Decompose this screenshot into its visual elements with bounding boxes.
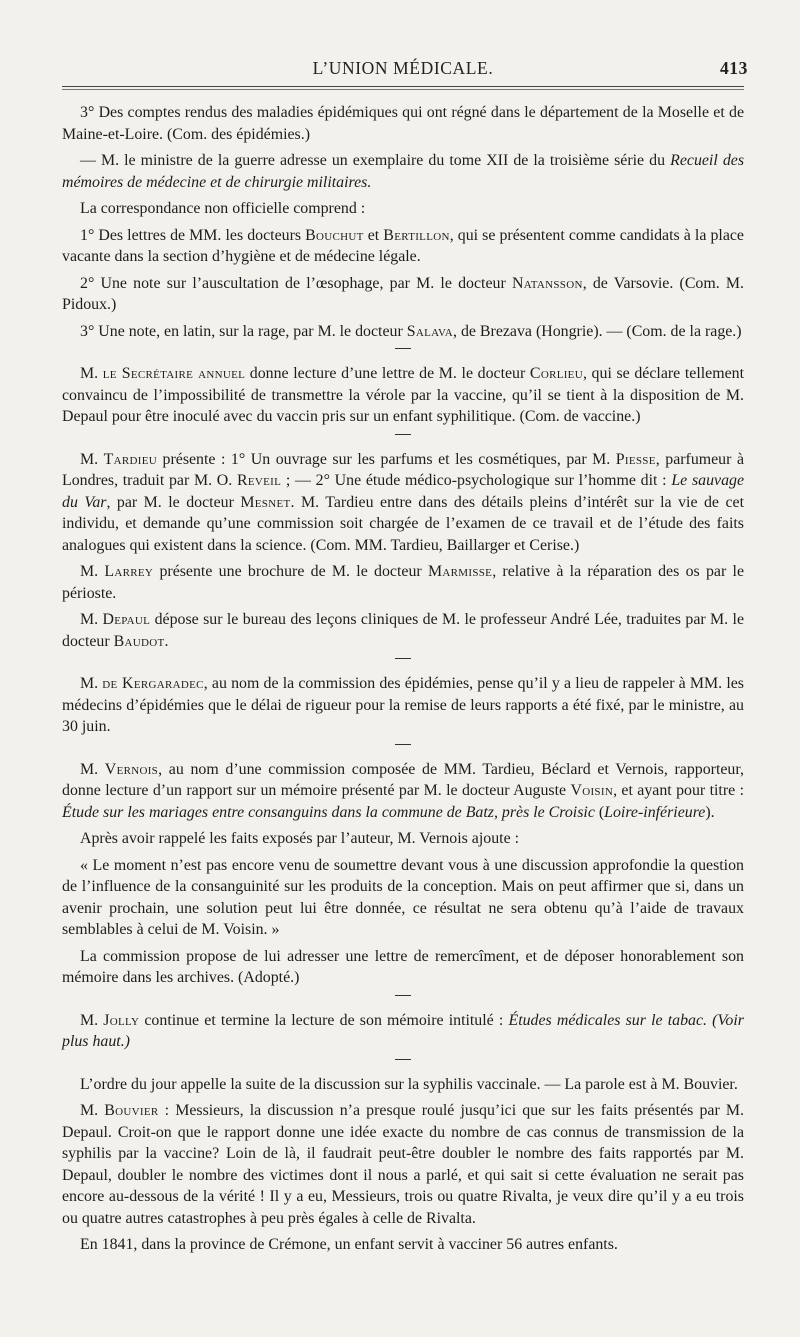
paragraph: M. Vernois, au nom d’une commission composée de MM. Tardieu, Béclard et Vernois, rapporteur, donne lecture d’un rapport sur un mémoire présenté par M. le docteur Auguste Voisin, et ayant pour titre : Étude sur les mariages entre consanguins dans la commune de Batz, près le Croisic (Loire-inférieure).	[62, 760, 744, 821]
section-separator	[395, 434, 411, 435]
section-separator	[395, 1059, 411, 1060]
person-name: Larrey	[104, 563, 154, 580]
section-separator	[395, 744, 411, 745]
person-name: Tardieu	[103, 450, 157, 468]
paragraph: M. Bouvier : Messieurs, la discussion n’a presque roulé jusqu’ici que sur les faits présentés par M. Depaul. Croit-on que le rapport donne une idée exacte du nombre de cas connus de transmission de la syphilis par la vaccine? Loin de là, il faudrait peut-être doubler le nombre des faits rapportés par M. Depaul, doubler le nombre des victimes dont il nous a parlé, et qui sait si cette évaluation ne serait pas encore au-dessous de la vérité ! Il y a eu, Messieurs, trois ou quatre Rivalta, je veux dire qu’il y a eu trois ou quatre autres catastrophes à peu près égales à celle de Rivalta.	[62, 1102, 744, 1227]
paragraph: 3° Des comptes rendus des maladies épidémiques qui ont régné dans le département de la Moselle et de Maine-et-Loire. (Com. des épidémies.)	[62, 104, 744, 143]
person-name: Voisin	[570, 782, 614, 799]
person-name: Reveil	[236, 472, 282, 489]
header-rule	[62, 86, 744, 90]
paragraph: 2° Une note sur l’auscultation de l’œsophage, par M. le docteur Natansson, de Varsovie. (Com. M. Pidoux.)	[62, 274, 744, 313]
person-name: Bertillon	[383, 226, 450, 244]
section-separator	[395, 995, 411, 996]
person-name: Salava	[406, 322, 454, 340]
page-number: 413	[719, 58, 748, 78]
paragraph: L’ordre du jour appelle la suite de la discussion sur la syphilis vaccinale. — La parole est à M. Bouvier.	[80, 1075, 738, 1093]
person-name: Marmisse	[427, 563, 493, 580]
section-separator	[395, 348, 411, 349]
paragraph: La correspondance non officielle comprend :	[80, 200, 366, 217]
person-name: Vernois	[104, 760, 159, 778]
paragraph: M. le Secrétaire annuel donne lecture d’une lettre de M. le docteur Corlieu, qui se déclare tellement convaincu de l’impossibilité de transmettre la vérole par la vaccine, qu’il se tient à la disposition de M. Depaul pour être inoculé avec du vaccin pris sur un enfant syphilitique. (Com. de vaccine.)	[62, 365, 744, 425]
paragraph: En 1841, dans la province de Crémone, un enfant servit à vacciner 56 autres enfants.	[80, 1236, 618, 1253]
paragraph: M. Tardieu présente : 1° Un ouvrage sur les parfums et les cosmétiques, par M. Piesse, parfumeur à Londres, traduit par M. O. Reveil ; — 2° Une étude médico-psychologique sur l’homme dit : Le sauvage du Var, par M. le docteur Mesnet. M. Tardieu entre dans des détails pleins d’intérêt sur la vie de cet individu, et demande qu’une commission soit chargée de l’examen de ce travail et de l’étude des faits analogues qui existent dans la science. (Com. MM. Tardieu, Baillarger et Cerise.)	[62, 450, 745, 554]
section-separator	[395, 658, 411, 659]
paragraph: M. Larrey présente une brochure de M. le docteur Marmisse, relative à la réparation des os par le périoste.	[62, 563, 745, 602]
person-name: Bouvier	[104, 1102, 159, 1119]
person-name: Depaul	[102, 611, 151, 628]
person-name: Baudot	[113, 632, 165, 650]
paragraph: 3° Une note, en latin, sur la rage, par M. le docteur Salava, de Brezava (Hongrie). — (Com. de la rage.)	[80, 322, 742, 340]
person-name: Bouchut	[305, 226, 364, 244]
person-name: le Secrétaire annuel	[102, 365, 246, 382]
journal-title: L’UNION MÉDICALE.	[312, 58, 494, 78]
person-name: Natansson	[511, 274, 583, 292]
paragraph: 1° Des lettres de MM. les docteurs Bouchut et Bertillon, qui se présentent comme candidats à la place vacante dans la section d’hygiène et de médecine légale.	[62, 226, 744, 265]
body-text	[62, 102, 744, 1256]
person-name: de Kergaradec	[102, 675, 204, 692]
person-name: Jolly	[103, 1011, 140, 1029]
paragraph: M. Jolly continue et termine la lecture de son mémoire intitulé : Études médicales sur le tabac. (Voir plus haut.)	[62, 1011, 744, 1050]
paragraph: M. de Kergaradec, au nom de la commission des épidémies, pense qu’il y a lieu de rappeler à MM. les médecins d’épidémies que le délai de rigueur pour la remise de leurs rapports a été fixé, par le ministre, au 30 juin.	[62, 675, 744, 735]
person-name: Corlieu	[529, 365, 583, 382]
person-name: Piesse	[615, 450, 656, 468]
paragraph: M. Depaul dépose sur le bureau des leçons cliniques de M. le professeur André Lée, traduites par M. le docteur Baudot.	[62, 611, 744, 650]
paragraph: — M. le ministre de la guerre adresse un exemplaire du tome XII de la troisième série du Recueil des mémoires de médecine et de chirurgie militaires.	[62, 152, 745, 191]
quote-paragraph: « Le moment n’est pas encore venu de soumettre devant vous à une discussion approfondie la question de l’influence de la consanguinité sur les produits de la conception. Mais on peut affirmer que si, dans un avenir prochain, une solution peut lui être donnée, ce résultat ne sera obtenu qu’à l’aide de travaux semblables à celui de M. Voisin. »	[62, 856, 744, 938]
running-header	[62, 58, 748, 86]
paragraph: Après avoir rappelé les faits exposés par l’auteur, M. Vernois ajoute :	[80, 830, 520, 847]
paragraph: La commission propose de lui adresser une lettre de remercîment, et de déposer honorablement son mémoire dans les archives. (Adopté.)	[62, 947, 744, 986]
person-name: Mesnet	[240, 493, 291, 511]
